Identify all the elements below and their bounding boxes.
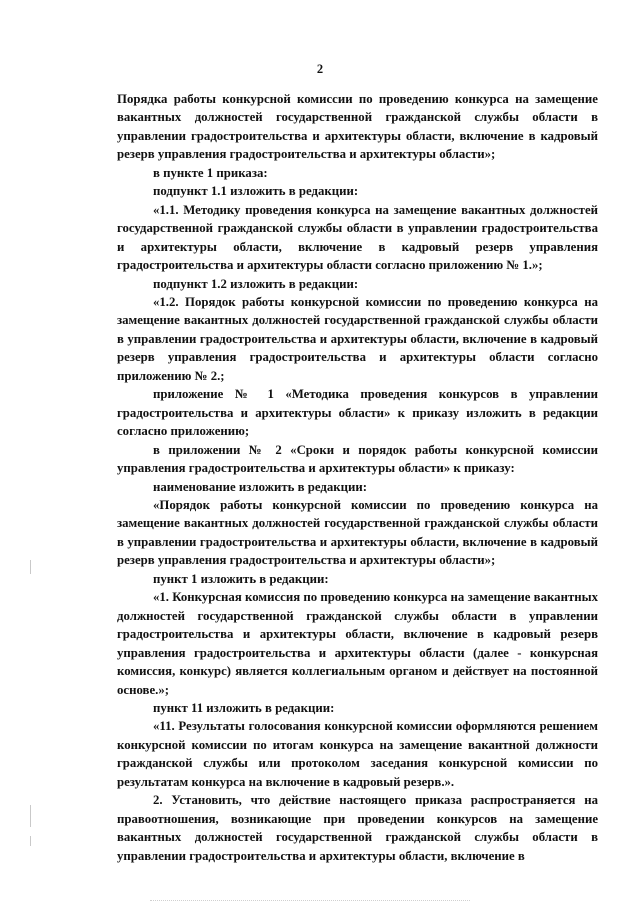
paragraph: наименование изложить в редакции: — [153, 479, 367, 494]
paragraph: подпункт 1.1 изложить в редакции: — [153, 184, 359, 199]
paragraph: в приложении № 2 «Сроки и порядок работы конкурсной комиссии управления градостроительства и архитектуры области» к приказу: — [117, 442, 598, 476]
paragraph: Порядка работы конкурсной комиссии по проведению конкурса на замещение вакантных должностей государственной гражданской службы области в управлении градостроительства и архитектуры области, включение в кадровый резерв управления градостроительства и архитектуры области»; — [117, 92, 598, 162]
scan-margin-mark — [30, 836, 31, 846]
paragraph: пункт 1 изложить в редакции: — [153, 571, 329, 586]
paragraph: подпункт 1.2 изложить в редакции: — [153, 276, 359, 291]
paragraph: «Порядок работы конкурсной комиссии по проведению конкурса на замещение вакантных должностей государственной гражданской службы области в управлении градостроительства и архитектуры области, включение в кадровый резерв управления градостроительства и архитектуры области»; — [117, 497, 598, 568]
paragraph: 2. Установить, что действие настоящего приказа распространяется на правоотношения, возникающие при проведении конкурсов на замещение вакантных должностей государственной гражданской службы области в управлении градостроительства и архитектуры области, включение в — [117, 793, 598, 863]
document-body — [117, 90, 598, 865]
page-number: 2 — [316, 62, 324, 76]
paragraph: приложение № 1 «Методика проведения конкурсов в управлении градостроительства и архитектуры области» к приказу изложить в редакции согласно приложению; — [117, 387, 598, 439]
scan-edge-artifact — [150, 899, 470, 901]
paragraph: в пункте 1 приказа: — [153, 165, 268, 180]
scan-margin-mark — [30, 560, 31, 574]
paragraph: «11. Результаты голосования конкурсной комиссии оформляются решением конкурсной комиссии по итогам конкурса на замещение вакантной должности гражданской службы или протоколом заседания конкурсной комиссии по результатам конкурса на включение в кадровый резерв.». — [117, 719, 598, 789]
paragraph: «1.2. Порядок работы конкурсной комиссии по проведению конкурса на замещение вакантных должностей государственной гражданской службы области в управлении градостроительства и архитектуры области, включение в кадровый резерв управления градостроительства и архитектуры области согласно приложению № 2.; — [117, 294, 598, 383]
scan-margin-mark — [30, 805, 31, 827]
paragraph: пункт 11 изложить в редакции: — [153, 700, 335, 715]
paragraph: «1.1. Методику проведения конкурса на замещение вакантных должностей государственной гражданской службы области в управлении градостроительства и архитектуры области, включение в кадровый резерв управления градостроительства и архитектуры области согласно приложению № 1.»; — [117, 202, 598, 273]
paragraph: «1. Конкурсная комиссия по проведению конкурса на замещение вакантных должностей государственной гражданской службы области в управлении градостроительства и архитектуры области, включение в кадровый резерв управления градостроительства и архитектуры области (далее - конкурсная комиссия, конкурс) является коллегиальным органом и действует на постоянной основе.»; — [117, 590, 598, 697]
